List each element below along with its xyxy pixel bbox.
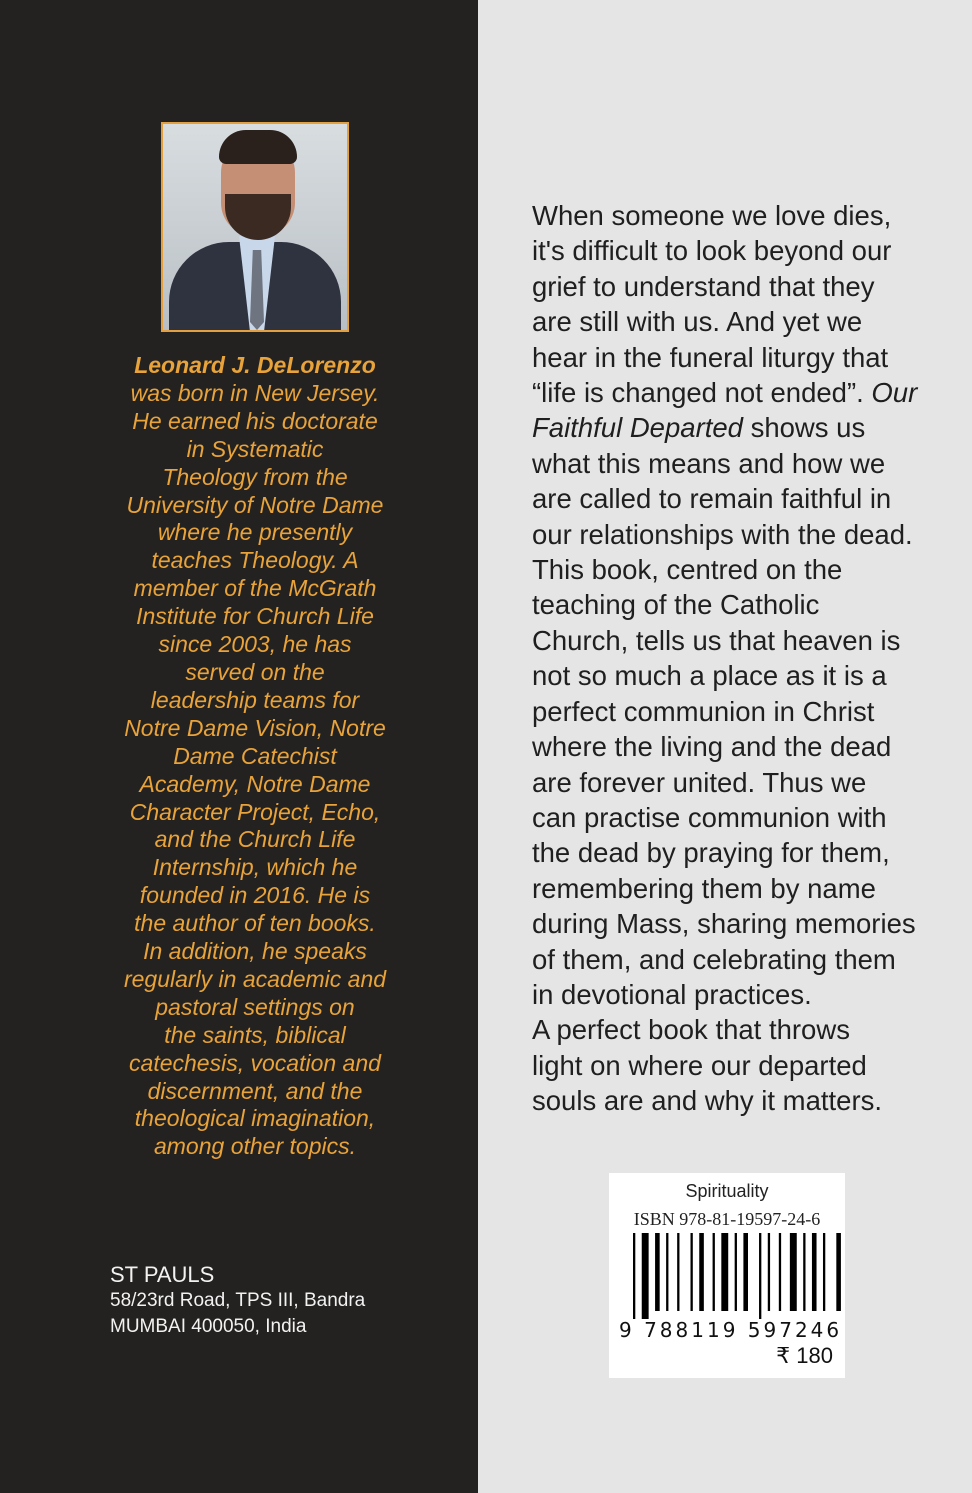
blurb-text: Church, tells us that heaven is xyxy=(532,624,901,656)
book-title-italic: Our xyxy=(871,377,918,409)
barcode-bars xyxy=(633,1233,845,1323)
author-bio-line: regularly in academic and xyxy=(123,965,387,992)
barcode-bar xyxy=(812,1233,817,1311)
blurb-line xyxy=(532,446,917,481)
author-bio-line: the saints, biblical xyxy=(164,1021,346,1048)
blurb-line xyxy=(532,942,917,977)
barcode-bar xyxy=(666,1233,668,1311)
author-bio-line: University of Notre Dame xyxy=(126,491,384,518)
blurb-text: grief to understand that they xyxy=(532,270,875,302)
blurb-text: are forever united. Thus we xyxy=(532,766,867,798)
blurb-line xyxy=(532,835,917,870)
blurb-text: souls are and why it matters. xyxy=(532,1085,883,1117)
author-bio-line: Internship, which he xyxy=(152,854,358,881)
blurb-line xyxy=(532,906,917,941)
author-photo xyxy=(161,122,349,332)
author-bio-line: since 2003, he has xyxy=(158,631,352,658)
book-title-italic: Faithful Departed xyxy=(532,412,743,444)
blurb-line xyxy=(532,623,917,658)
barcode-bar xyxy=(836,1233,841,1311)
author-bio-line: and the Church Life xyxy=(154,826,356,853)
blurb-line xyxy=(532,587,917,622)
blurb-line xyxy=(532,233,917,268)
blurb-text: not so much a place as it is a xyxy=(532,660,887,692)
blurb-text: perfect communion in Christ xyxy=(532,695,875,727)
blurb-line xyxy=(532,410,917,445)
blurb-line xyxy=(532,198,917,233)
blurb-text: it's difficult to look beyond our xyxy=(532,235,892,267)
barcode-bar xyxy=(790,1233,797,1311)
blurb-line xyxy=(532,1012,917,1047)
barcode-bar xyxy=(691,1233,693,1311)
blurb-text: the dead by praying for them, xyxy=(532,837,890,869)
barcode-bar xyxy=(633,1233,635,1319)
author-bio-line: He earned his doctorate xyxy=(132,407,378,434)
barcode-bar xyxy=(642,1233,649,1319)
blurb-line xyxy=(532,340,917,375)
blurb-text: remembering them by name xyxy=(532,872,876,904)
barcode-bar xyxy=(677,1233,679,1311)
blurb-text: during Mass, sharing memories xyxy=(532,908,916,940)
blurb-text: When someone we love dies, xyxy=(532,200,892,231)
blurb-text: are called to remain faithful in xyxy=(532,483,892,515)
isbn-text: ISBN 978-81-19597-24-6 xyxy=(633,1209,821,1229)
blurb-line xyxy=(532,694,917,729)
author-bio-line: was born in New Jersey. xyxy=(130,379,380,406)
barcode-bar xyxy=(768,1233,770,1311)
barcode-bar xyxy=(713,1233,715,1311)
author-bio-line: Academy, Notre Dame xyxy=(139,770,371,797)
publisher-address-line: 58/23rd Road, TPS III, Bandra xyxy=(110,1290,366,1311)
author-name: Leonard J. DeLorenzo xyxy=(134,352,376,378)
author-bio-line: Institute for Church Life xyxy=(136,603,374,630)
blurb-text: hear in the funeral liturgy that xyxy=(532,341,889,373)
back-cover-left-panel xyxy=(0,0,478,1493)
blurb-line xyxy=(532,800,917,835)
blurb-line xyxy=(532,871,917,906)
blurb-text: what this means and how we xyxy=(532,447,886,479)
category-label: Spirituality xyxy=(685,1181,769,1201)
author-bio-line: Dame Catechist xyxy=(173,742,337,769)
blurb-line xyxy=(532,1083,917,1118)
blurb-text: of them, and celebrating them xyxy=(532,943,896,975)
barcode-bar xyxy=(759,1233,761,1319)
author-bio-line: catechesis, vocation and xyxy=(129,1049,381,1076)
barcode-digits: 9 788119 597246 xyxy=(619,1318,843,1342)
author-bio-line: Character Project, Echo, xyxy=(129,798,381,825)
blurb-line xyxy=(532,269,917,304)
blurb-line xyxy=(532,658,917,693)
author-bio-line: discernment, and the xyxy=(147,1077,363,1104)
author-bio-line: leadership teams for xyxy=(150,686,360,713)
author-bio-line: theological imagination, xyxy=(134,1105,376,1132)
blurb-text: our relationships with the dead. xyxy=(532,518,913,550)
author-bio-line: Theology from the xyxy=(162,463,348,490)
author-bio-line: among other topics. xyxy=(153,1133,356,1160)
blurb-line xyxy=(532,1048,917,1083)
barcode-bar xyxy=(655,1233,660,1311)
author-bio-line: served on the xyxy=(185,658,325,685)
author-bio xyxy=(100,352,410,1161)
author-bio-line: the author of ten books. xyxy=(134,910,376,937)
author-bio-line: member of the McGrath xyxy=(133,575,377,602)
blurb-line xyxy=(532,729,917,764)
blurb-text: light on where our departed xyxy=(532,1049,867,1081)
barcode-label xyxy=(609,1173,845,1378)
blurb-line xyxy=(532,304,917,339)
blurb-line xyxy=(532,977,917,1012)
blurb-text: where the living and the dead xyxy=(532,731,892,763)
author-bio-line: teaches Theology. A xyxy=(151,547,359,574)
blurb-text: in devotional practices. xyxy=(532,978,812,1010)
blurb-text: shows us xyxy=(742,412,866,444)
blurb-text: “life is changed not ended”. xyxy=(532,377,872,409)
author-bio-line: where he presently xyxy=(157,519,353,546)
barcode-bar xyxy=(721,1233,728,1311)
barcode-bar xyxy=(803,1233,805,1311)
publisher-name: ST PAULS xyxy=(110,1262,215,1287)
barcode-bar xyxy=(779,1233,781,1311)
blurb-line xyxy=(532,765,917,800)
price-label: ₹ 180 xyxy=(776,1343,833,1368)
blurb-line xyxy=(532,481,917,516)
author-bio-line: founded in 2016. He is xyxy=(139,882,371,909)
publisher-info xyxy=(110,1262,365,1340)
blurb-text: teaching of the Catholic xyxy=(532,589,820,621)
blurb-text: can practise communion with xyxy=(532,801,887,833)
author-bio-line: Notre Dame Vision, Notre xyxy=(124,714,386,741)
blurb-line xyxy=(532,552,917,587)
barcode-bar xyxy=(743,1233,748,1311)
author-bio-line: pastoral settings on xyxy=(155,993,355,1020)
blurb-line xyxy=(532,517,917,552)
barcode-bar xyxy=(823,1233,825,1311)
author-bio-line: In addition, he speaks xyxy=(143,938,367,965)
blurb-line xyxy=(532,375,917,410)
barcode-bar xyxy=(699,1233,704,1311)
blurb-text: are still with us. And yet we xyxy=(532,306,863,338)
blurb-text: This book, centred on the xyxy=(532,554,843,586)
blurb-text: A perfect book that throws xyxy=(532,1014,850,1046)
publisher-address-line: MUMBAI 400050, India xyxy=(110,1316,307,1337)
book-blurb xyxy=(532,198,917,1119)
author-bio-line: in Systematic xyxy=(186,435,324,462)
barcode-bar xyxy=(735,1233,737,1311)
